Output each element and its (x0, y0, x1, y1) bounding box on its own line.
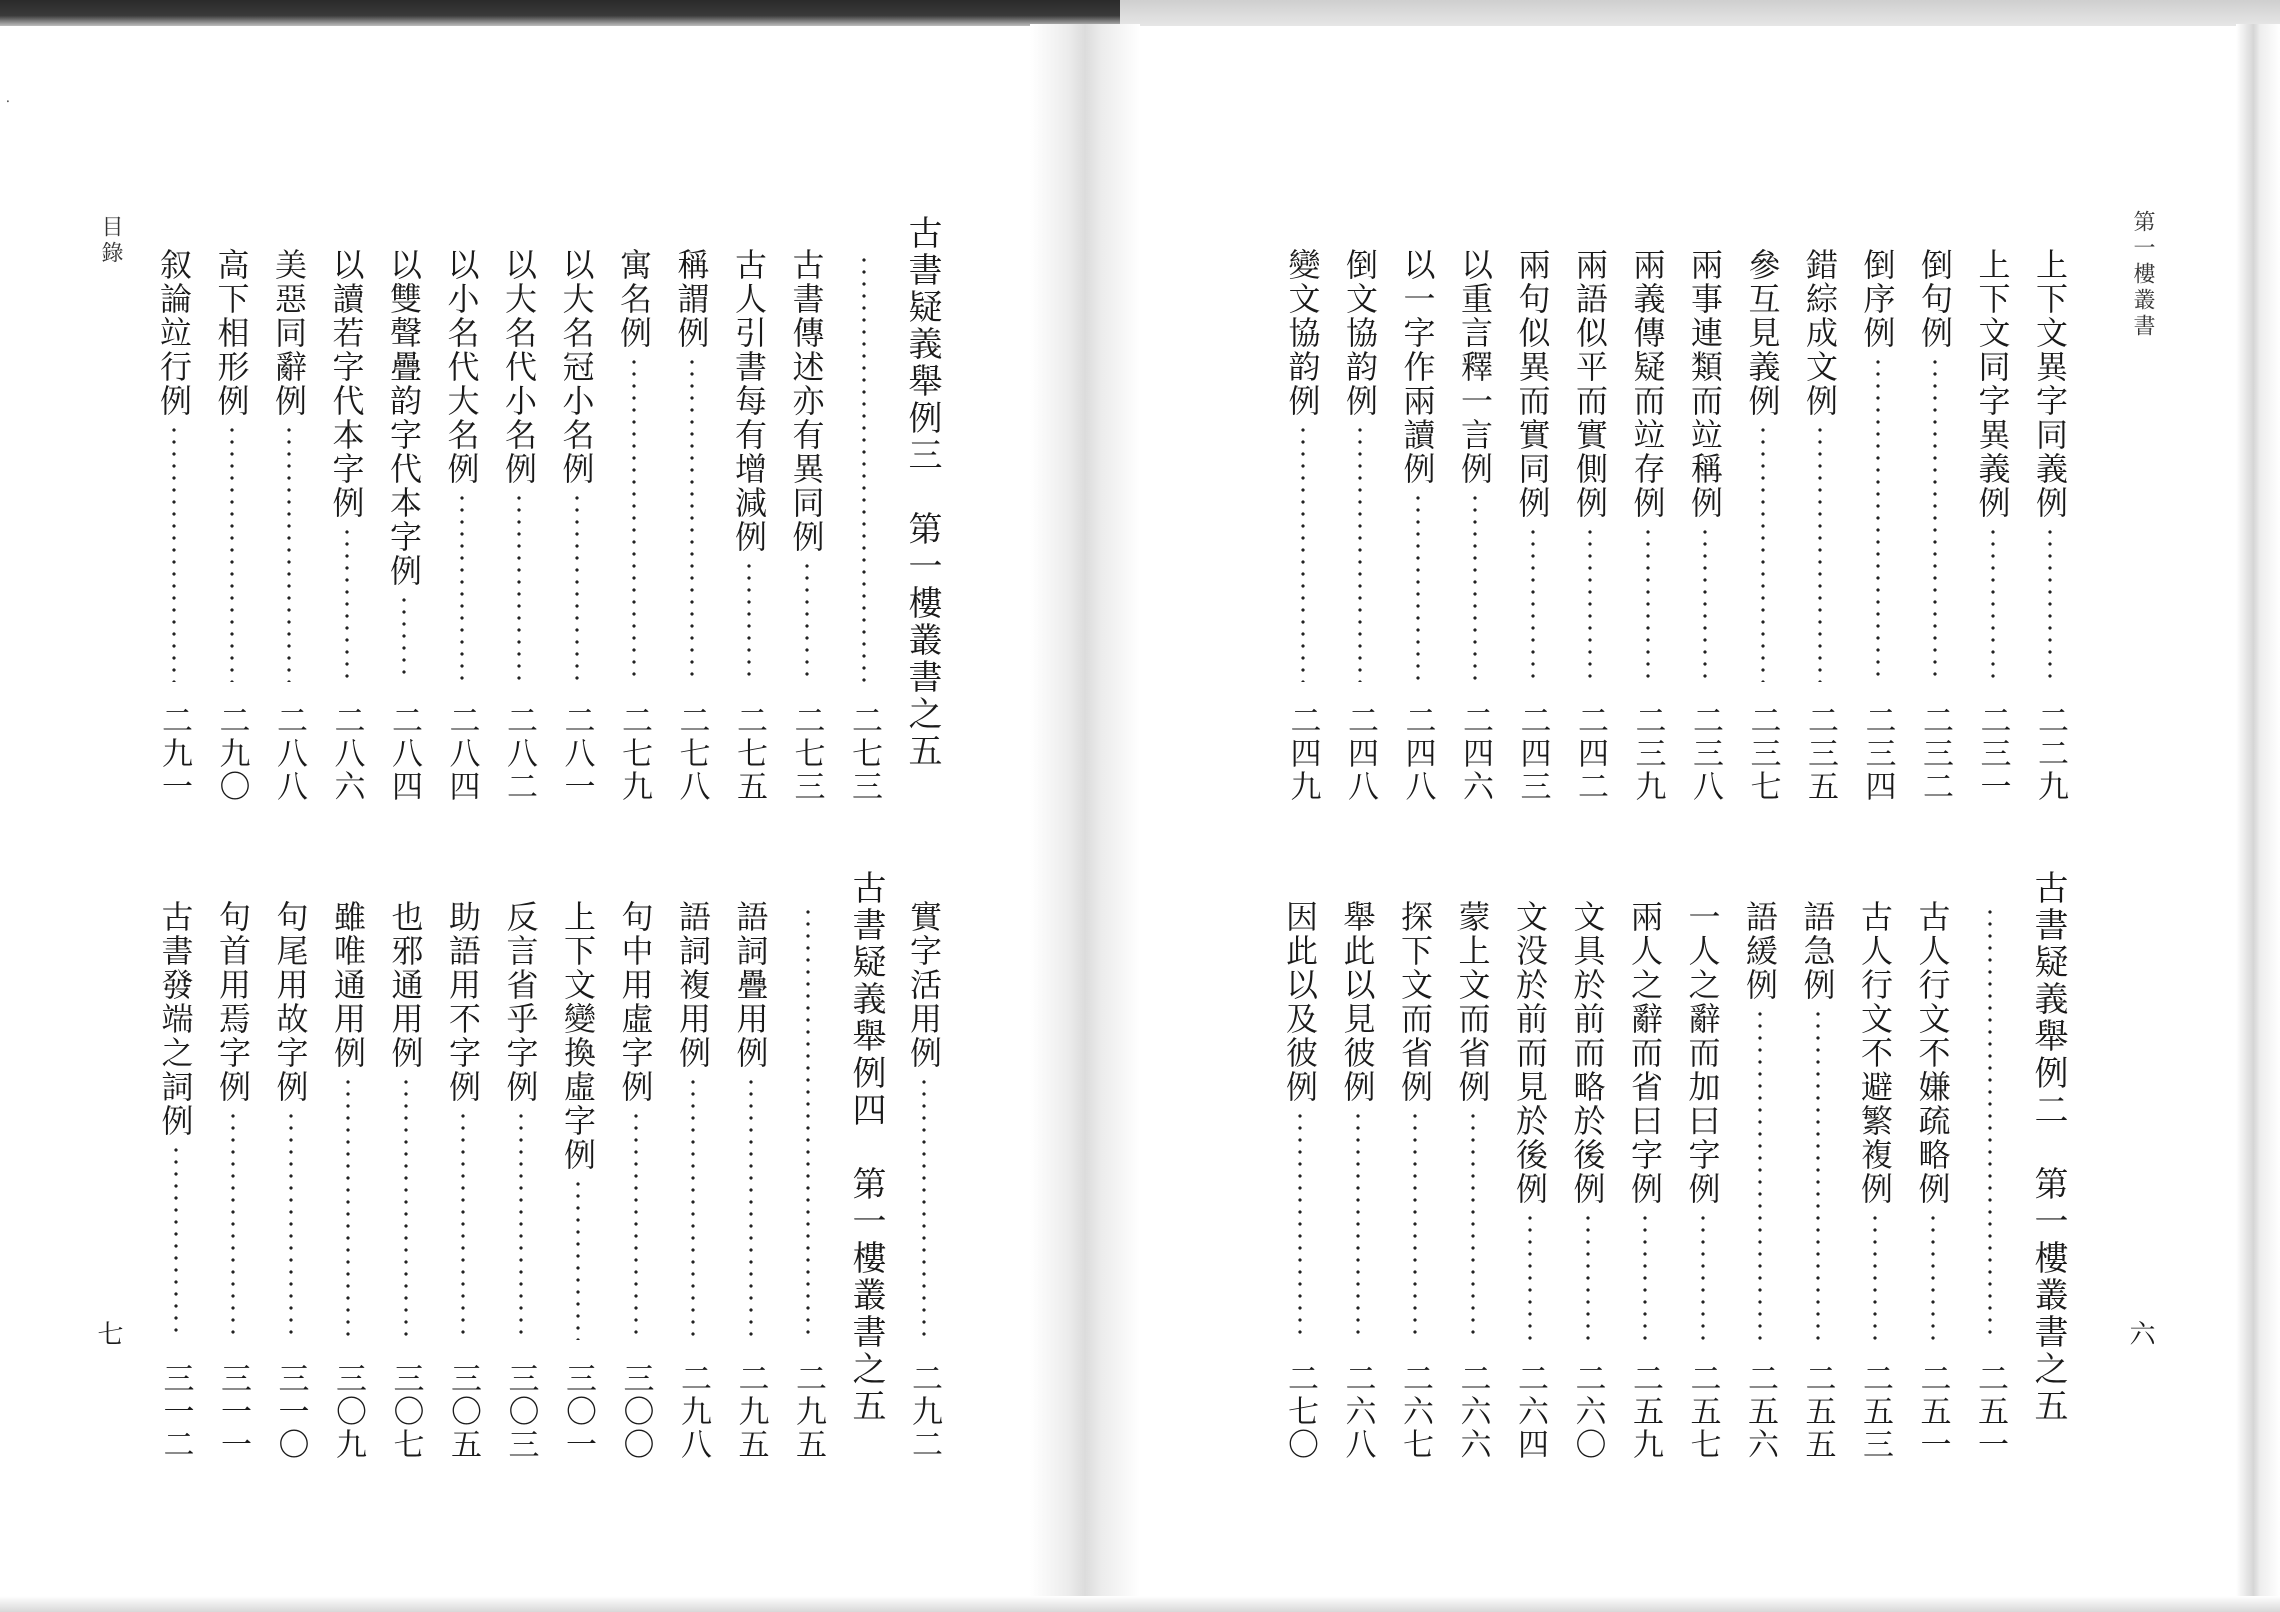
right-bottom-leader-6 (1643, 1212, 1647, 1340)
left-top-title-10: 美惡同辭例 (270, 248, 308, 418)
left-top-page-3: 二七八 (673, 704, 710, 803)
left-bottom-title-3: 句中用虛字例 (616, 900, 655, 1104)
right-top-title-6: 兩事連類而竝稱例 (1686, 248, 1724, 520)
left-bottom-title-11: 古書發端之詞例 (156, 900, 195, 1138)
right-bottom-page-4: 二五六 (1742, 1362, 1778, 1461)
right-top-leader-0 (2048, 526, 2052, 682)
right-running-head: 第一樓叢書 (2130, 210, 2155, 340)
right-section-heading: 古書疑義舉例二 第一樓叢書之五 (2028, 870, 2068, 1425)
left-bottom-leader-5 (519, 1110, 523, 1340)
page-top-edge-right (1120, 0, 2280, 26)
left-top-title-9: 以讀若字代本字例 (327, 248, 366, 520)
left-top-leader-9 (345, 526, 349, 682)
right-bottom-page-9: 二六六 (1454, 1362, 1491, 1461)
right-bottom-page-0: 二五一 (1972, 1362, 2008, 1461)
right-bottom-leader-12 (1298, 1110, 1302, 1340)
right-top-page-11: 二四八 (1399, 704, 1436, 803)
left-bottom-title-8: 雖唯通用例 (329, 900, 367, 1070)
left-bottom-first-title-0: 實字活用例 (905, 900, 943, 1070)
left-bottom-page-6: 三〇五 (445, 1362, 481, 1461)
right-top-title-13: 變文協韵例 (1283, 248, 1322, 418)
right-bottom-title-5: 一人之辭而加曰字例 (1683, 900, 1722, 1206)
right-bottom-page-3: 二五五 (1799, 1362, 1836, 1461)
right-bottom-leader-8 (1528, 1212, 1532, 1340)
left-bottom-title-9: 句尾用故字例 (271, 900, 310, 1104)
right-bottom-page-10: 二六七 (1397, 1362, 1433, 1461)
left-top-leader-7 (460, 492, 464, 682)
left-bottom-leader-0 (806, 906, 810, 1340)
left-top-page-5: 二八一 (558, 704, 595, 803)
right-top-title-4: 錯綜成文例 (1801, 248, 1839, 418)
left-top-leader-1 (805, 560, 809, 682)
right-top-page-6: 二三八 (1687, 704, 1723, 803)
left-top-page-8: 二八四 (386, 704, 422, 803)
left-top-title-2: 古人引書每有增減例 (730, 248, 768, 554)
left-bottom-section-heading: 古書疑義舉例四 第一樓叢書之五 (846, 870, 886, 1425)
left-bottom-first-page-0: 二九二 (906, 1362, 942, 1461)
left-bottom-page-1: 二九五 (732, 1362, 769, 1461)
right-top-title-3: 倒序例 (1858, 248, 1897, 350)
right-folio: 六 (2125, 1320, 2155, 1348)
right-top-page-13: 二四九 (1284, 704, 1321, 803)
left-top-title-6: 以大名代小名例 (500, 248, 538, 486)
left-top-page-10: 二八八 (271, 704, 307, 803)
right-top-title-0: 上下文異字同義例 (2031, 248, 2069, 520)
left-bottom-page-5: 三〇三 (502, 1362, 539, 1461)
right-top-title-2: 倒句例 (1916, 248, 1954, 350)
right-top-title-11: 以一字作兩讀例 (1398, 248, 1437, 486)
left-bottom-page-10: 三一一 (215, 1362, 251, 1461)
right-bottom-page-6: 二五九 (1627, 1362, 1663, 1461)
right-bottom-page-7: 二六〇 (1569, 1362, 1606, 1461)
right-top-page-7: 二三九 (1629, 704, 1666, 803)
right-bottom-leader-5 (1701, 1212, 1705, 1340)
right-bottom-page-8: 二六四 (1512, 1362, 1548, 1461)
left-bottom-page-8: 三〇九 (330, 1362, 366, 1461)
right-bottom-page-5: 二五七 (1684, 1362, 1721, 1461)
right-top-leader-1 (1991, 526, 1995, 682)
left-bottom-leader-11 (174, 1144, 178, 1340)
right-bottom-page-11: 二六八 (1339, 1362, 1376, 1461)
scan-speck: ⸱ (6, 94, 10, 110)
right-top-leader-5 (1761, 424, 1765, 682)
left-bottom-title-10: 句首用焉字例 (214, 900, 252, 1104)
right-bottom-leader-0 (1988, 906, 1992, 1340)
left-top-page-1: 二七三 (788, 704, 825, 803)
right-top-leader-2 (1933, 356, 1937, 682)
left-top-page-4: 二七九 (616, 704, 652, 803)
right-top-leader-12 (1358, 424, 1362, 682)
right-bottom-leader-7 (1586, 1212, 1590, 1340)
left-top-page-11: 二九〇 (213, 704, 250, 803)
right-bottom-title-8: 文没於前而見於後例 (1511, 900, 1549, 1206)
left-top-title-8: 以雙聲疊韵字代本字例 (385, 248, 423, 588)
left-top-leader-11 (230, 424, 234, 682)
left-top-leader-8 (402, 594, 406, 682)
left-bottom-page-4: 三〇一 (560, 1362, 596, 1461)
left-top-leader-5 (575, 492, 579, 682)
left-top-title-11: 高下相形例 (212, 248, 251, 418)
left-top-title-12: 叙論竝行例 (155, 248, 193, 418)
left-bottom-leader-9 (289, 1110, 293, 1340)
right-top-page-9: 二四三 (1514, 704, 1551, 803)
left-top-title-4: 寓名例 (615, 248, 653, 350)
right-top-leader-7 (1646, 526, 1650, 682)
left-bottom-page-0: 二九五 (790, 1362, 826, 1461)
right-bottom-leader-2 (1873, 1212, 1877, 1340)
right-bottom-title-3: 語急例 (1798, 900, 1837, 1002)
left-top-page-7: 二八四 (443, 704, 480, 803)
right-top-page-0: 二二九 (2032, 704, 2068, 803)
right-top-title-10: 以重言釋一言例 (1456, 248, 1494, 486)
right-bottom-title-11: 舉此以見彼例 (1338, 900, 1377, 1104)
page-top-edge (0, 0, 1160, 26)
left-bottom-title-1: 語詞疊用例 (731, 900, 770, 1070)
left-bottom-leader-6 (461, 1110, 465, 1340)
book-gutter (1030, 24, 1140, 1612)
right-top-title-1: 上下文同字異義例 (1973, 248, 2012, 520)
right-bottom-leader-1 (1931, 1212, 1935, 1340)
right-bottom-page-1: 二五一 (1914, 1362, 1951, 1461)
right-top-leader-13 (1301, 424, 1305, 682)
left-top-page-12: 二九一 (156, 704, 192, 803)
left-bottom-leader-2 (691, 1076, 695, 1340)
right-top-page-2: 二三二 (1917, 704, 1953, 803)
right-top-page-4: 二三五 (1802, 704, 1838, 803)
right-bottom-title-9: 蒙上文而省例 (1453, 900, 1492, 1104)
right-bottom-leader-4 (1758, 1008, 1762, 1340)
left-bottom-page-3: 三〇〇 (617, 1362, 654, 1461)
left-top-title-3: 稱謂例 (672, 248, 711, 350)
left-bottom-title-2: 語詞複用例 (674, 900, 712, 1070)
page-bottom-edge (0, 1596, 2280, 1612)
right-top-title-12: 倒文協韵例 (1341, 248, 1379, 418)
left-top-leader-12 (172, 424, 176, 682)
left-bottom-first-leader-0 (922, 1076, 926, 1340)
left-top-section-heading: 古書疑義舉例三 第一樓叢書之五 (902, 215, 942, 770)
left-bottom-page-11: 三一二 (157, 1362, 194, 1461)
left-top-page-2: 二七五 (731, 704, 767, 803)
right-bottom-title-12: 因此以及彼例 (1281, 900, 1319, 1104)
right-top-leader-11 (1416, 492, 1420, 682)
right-top-leader-3 (1876, 356, 1880, 682)
left-folio: 七 (93, 1320, 123, 1348)
left-bottom-leader-4 (576, 1178, 580, 1340)
left-top-title-1: 古書傳述亦有異同例 (787, 248, 826, 554)
right-top-leader-8 (1588, 526, 1592, 682)
right-top-leader-9 (1531, 526, 1535, 682)
left-top-leader-3 (690, 356, 694, 682)
page-right-edge (2236, 24, 2280, 1612)
right-top-title-7: 兩義傳疑而竝存例 (1628, 248, 1667, 520)
left-top-leader-10 (287, 424, 291, 682)
left-bottom-page-9: 三一〇 (272, 1362, 309, 1461)
right-top-page-3: 二三四 (1859, 704, 1896, 803)
left-bottom-title-4: 上下文變換虛字例 (559, 900, 597, 1172)
right-bottom-title-7: 文具於前而略於後例 (1568, 900, 1607, 1206)
left-bottom-leader-7 (404, 1076, 408, 1340)
right-bottom-leader-11 (1356, 1110, 1360, 1340)
left-top-title-5: 以大名冠小名例 (557, 248, 596, 486)
left-bottom-leader-3 (634, 1110, 638, 1340)
left-top-leader-6 (517, 492, 521, 682)
right-bottom-leader-9 (1471, 1110, 1475, 1340)
right-bottom-leader-3 (1816, 1008, 1820, 1340)
right-top-page-10: 二四六 (1457, 704, 1493, 803)
left-running-head: 目錄 (98, 215, 123, 267)
left-top-title-7: 以小名代大名例 (442, 248, 481, 486)
left-bottom-leader-1 (749, 1076, 753, 1340)
left-bottom-title-6: 助語用不字例 (444, 900, 482, 1104)
left-bottom-page-2: 二九八 (675, 1362, 711, 1461)
right-bottom-title-1: 古人行文不嫌疏略例 (1913, 900, 1952, 1206)
left-top-leader-4 (632, 356, 636, 682)
left-top-page-9: 二八六 (328, 704, 365, 803)
right-top-title-5: 參互見義例 (1743, 248, 1782, 418)
right-bottom-title-4: 語緩例 (1741, 900, 1779, 1002)
left-top-leader-2 (747, 560, 751, 682)
left-bottom-title-5: 反言省乎字例 (501, 900, 540, 1104)
right-bottom-title-6: 兩人之辭而省曰字例 (1626, 900, 1664, 1206)
right-top-page-1: 二三一 (1974, 704, 2011, 803)
right-top-page-12: 二四八 (1342, 704, 1378, 803)
left-bottom-title-7: 也邪通用例 (386, 900, 425, 1070)
right-bottom-page-12: 二七〇 (1282, 1362, 1318, 1461)
left-top-page-0: 二七三 (846, 704, 882, 803)
right-top-leader-4 (1818, 424, 1822, 682)
right-top-leader-10 (1473, 492, 1477, 682)
right-top-title-8: 兩語似平而實側例 (1571, 248, 1609, 520)
right-bottom-title-2: 古人行文不避繁複例 (1856, 900, 1894, 1206)
right-top-title-9: 兩句似異而實同例 (1513, 248, 1552, 520)
right-top-leader-6 (1703, 526, 1707, 682)
left-bottom-page-7: 三〇七 (387, 1362, 424, 1461)
left-bottom-leader-10 (231, 1110, 235, 1340)
left-top-leader-0 (862, 254, 866, 682)
right-top-page-8: 二四二 (1572, 704, 1608, 803)
right-bottom-leader-10 (1413, 1110, 1417, 1340)
left-top-page-6: 二八二 (501, 704, 537, 803)
right-top-page-5: 二三七 (1744, 704, 1781, 803)
right-bottom-page-2: 二五三 (1857, 1362, 1893, 1461)
left-bottom-leader-8 (346, 1076, 350, 1340)
right-bottom-title-10: 探下文而省例 (1396, 900, 1434, 1104)
